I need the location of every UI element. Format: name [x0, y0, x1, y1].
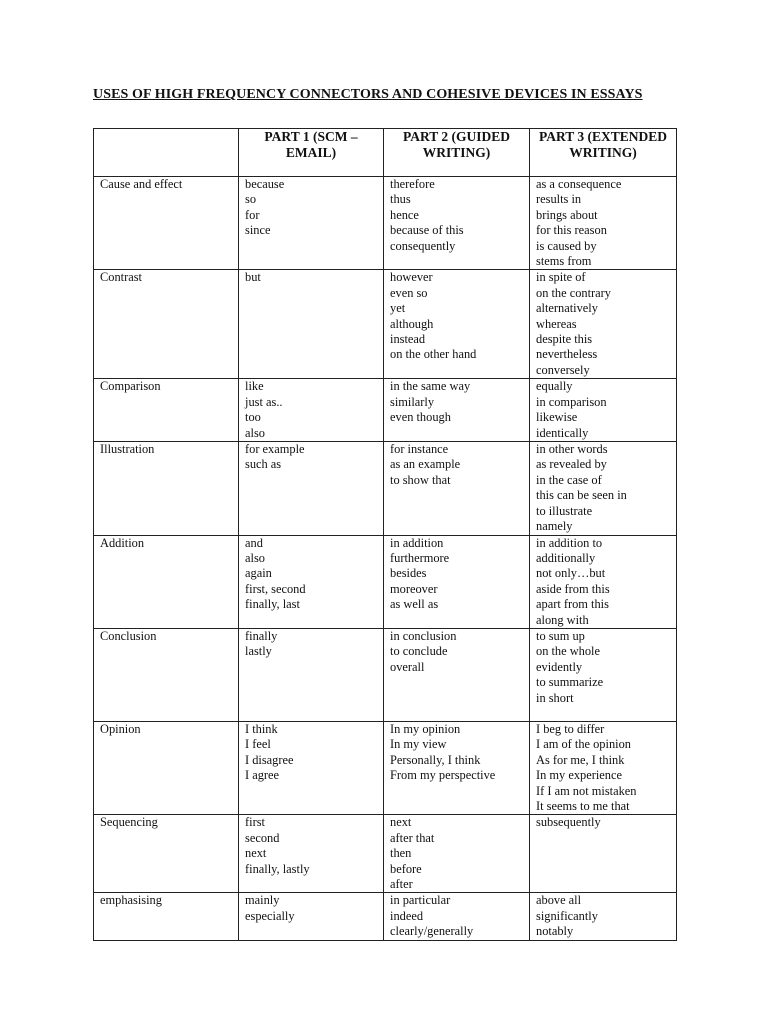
- connector-phrase: above all: [536, 893, 582, 908]
- connector-phrase: besides: [390, 566, 427, 581]
- connector-phrase: then: [390, 846, 412, 861]
- table-row: [94, 815, 677, 893]
- connector-phrase: lastly: [245, 644, 272, 659]
- connector-phrase: in comparison: [536, 394, 607, 409]
- part2-cell: [384, 379, 530, 442]
- connector-phrase: I feel: [245, 737, 271, 752]
- connector-phrase: despite this: [536, 332, 593, 347]
- part3-cell: [530, 815, 677, 893]
- connector-phrase: after: [390, 877, 413, 891]
- connector-phrase: this can be seen in: [536, 488, 627, 503]
- connector-phrase: overall: [390, 659, 425, 674]
- connector-phrase: although: [390, 316, 434, 331]
- connector-phrase: for instance: [390, 442, 449, 457]
- connector-phrase: similarly: [390, 394, 435, 409]
- connector-phrase: therefore: [390, 177, 435, 191]
- connector-phrase: whereas: [536, 316, 577, 331]
- connector-phrase: also: [245, 425, 265, 440]
- connector-phrase: finally: [245, 628, 278, 643]
- connector-phrase: equally: [536, 379, 573, 394]
- connector-phrase: first: [245, 815, 265, 830]
- part3-cell: [530, 721, 677, 814]
- connectors-table: [93, 128, 677, 941]
- connector-phrase: second: [245, 830, 280, 845]
- category-cell: emphasising: [94, 893, 239, 940]
- connector-phrase: yet: [390, 301, 406, 316]
- part3-cell: [530, 177, 677, 270]
- connector-phrase: finally, last: [245, 597, 300, 612]
- connector-phrase: If I am not mistaken: [536, 783, 637, 798]
- connector-phrase: alternatively: [536, 301, 598, 316]
- connector-phrase: even though: [390, 410, 451, 425]
- part2-cell: [384, 893, 530, 940]
- part3-cell: [530, 442, 677, 535]
- part1-cell: [239, 270, 384, 379]
- part1-cell: [239, 442, 384, 535]
- part3-cell: [530, 893, 677, 940]
- part3-cell: [530, 535, 677, 628]
- part2-cell: [384, 270, 530, 379]
- table-row: [94, 893, 677, 940]
- connector-phrase: namely: [536, 519, 573, 534]
- table-row: [94, 535, 677, 628]
- header-blank: [94, 129, 239, 177]
- connector-phrase: for: [245, 207, 260, 222]
- connector-phrase: notably: [536, 924, 574, 939]
- part1-cell: [239, 379, 384, 442]
- connector-phrase: so: [245, 192, 257, 207]
- connector-phrase: clearly/generally: [390, 924, 474, 939]
- connector-phrase: because: [245, 177, 285, 191]
- connector-phrase: to illustrate: [536, 503, 593, 518]
- connector-phrase: first, second: [245, 581, 306, 596]
- connector-phrase: as revealed by: [536, 457, 607, 472]
- connector-phrase: In my view: [390, 737, 447, 752]
- connector-phrase: in other words: [536, 442, 608, 457]
- connector-phrase: I agree: [245, 768, 280, 783]
- part1-cell: [239, 177, 384, 270]
- connector-phrase: stems from: [536, 254, 592, 269]
- connector-phrase: results in: [536, 192, 582, 207]
- connector-phrase: after that: [390, 830, 435, 845]
- connector-phrase: I am of the opinion: [536, 737, 631, 752]
- connector-phrase: indeed: [390, 908, 424, 923]
- connector-phrase: in the case of: [536, 472, 602, 487]
- connector-phrase: I beg to differ: [536, 721, 605, 736]
- part2-cell: [384, 442, 530, 535]
- part1-cell: [239, 628, 384, 721]
- part3-cell: [530, 270, 677, 379]
- connector-phrase: just as..: [245, 394, 283, 409]
- connector-phrase: in short: [536, 690, 574, 705]
- document-title: USES OF HIGH FREQUENCY CONNECTORS AND COHESIVE DEVICES IN ESSAYS: [93, 87, 643, 102]
- connector-phrase: likewise: [536, 410, 578, 425]
- connector-phrase: next: [245, 846, 267, 861]
- connector-phrase: as an example: [390, 457, 461, 472]
- table-row: [94, 379, 677, 442]
- connector-phrase: subsequently: [536, 815, 601, 830]
- connector-phrase: From my perspective: [390, 768, 496, 783]
- connector-phrase: in spite of: [536, 270, 586, 285]
- connector-phrase: to conclude: [390, 644, 448, 659]
- header-part1: PART 1 (SCM – EMAIL): [239, 129, 384, 177]
- connector-phrase: significantly: [536, 908, 598, 923]
- connector-phrase: on the other hand: [390, 347, 477, 362]
- header-part3: PART 3 (EXTENDED WRITING): [530, 129, 677, 177]
- connector-phrase: on the whole: [536, 644, 601, 659]
- connector-phrase: next: [390, 815, 412, 830]
- connector-phrase: thus: [390, 192, 411, 207]
- connector-phrase: finally, lastly: [245, 861, 310, 876]
- part1-cell: [239, 893, 384, 940]
- connector-phrase: to sum up: [536, 628, 585, 643]
- part2-cell: [384, 177, 530, 270]
- connector-phrase: conversely: [536, 362, 590, 377]
- part2-cell: [384, 535, 530, 628]
- connector-phrase: for example: [245, 442, 305, 457]
- connector-phrase: along with: [536, 612, 589, 627]
- connector-phrase: It seems to me that: [536, 798, 630, 813]
- connector-phrase: before: [390, 861, 422, 876]
- connector-phrase: additionally: [536, 550, 596, 565]
- table-row: [94, 721, 677, 814]
- connector-phrase: in particular: [390, 893, 451, 908]
- connector-phrase: in the same way: [390, 379, 471, 394]
- connector-phrase: such as: [245, 457, 282, 472]
- connector-phrase: not only…but: [536, 566, 606, 581]
- connector-phrase: even so: [390, 285, 428, 300]
- connector-phrase: nevertheless: [536, 347, 598, 362]
- table-row: [94, 270, 677, 379]
- connector-phrase: too: [245, 410, 261, 425]
- part1-cell: [239, 721, 384, 814]
- connector-phrase: consequently: [390, 238, 456, 253]
- category-cell: Comparison: [94, 379, 239, 442]
- connector-phrase: apart from this: [536, 597, 609, 612]
- connector-phrase: like: [245, 379, 264, 394]
- connector-phrase: brings about: [536, 207, 598, 222]
- connector-phrase: also: [245, 550, 265, 565]
- connector-phrase: and: [245, 535, 263, 550]
- part1-cell: [239, 535, 384, 628]
- connector-phrase: especially: [245, 908, 295, 923]
- connector-phrase: for this reason: [536, 223, 607, 238]
- connector-phrase: in conclusion: [390, 628, 457, 643]
- category-cell: Illustration: [94, 442, 239, 535]
- connector-phrase: but: [245, 270, 261, 285]
- connector-phrase: Personally, I think: [390, 752, 481, 767]
- category-cell: Sequencing: [94, 815, 239, 893]
- connector-phrase: in addition to: [536, 535, 603, 550]
- connector-phrase: I think: [245, 721, 278, 736]
- connector-phrase: instead: [390, 332, 426, 347]
- connector-phrase: again: [245, 566, 272, 581]
- connector-phrase: identically: [536, 425, 589, 440]
- part2-cell: [384, 628, 530, 721]
- table-row: [94, 628, 677, 721]
- connector-phrase: as a consequence: [536, 177, 622, 191]
- part2-cell: [384, 721, 530, 814]
- connector-phrase: In my opinion: [390, 721, 461, 736]
- connector-phrase: since: [245, 223, 271, 238]
- part3-cell: [530, 628, 677, 721]
- category-cell: Addition: [94, 535, 239, 628]
- connector-phrase: on the contrary: [536, 285, 612, 300]
- connector-phrase: to summarize: [536, 675, 604, 690]
- category-cell: Contrast: [94, 270, 239, 379]
- part3-cell: [530, 379, 677, 442]
- part1-cell: [239, 815, 384, 893]
- category-cell: Cause and effect: [94, 177, 239, 270]
- connector-phrase: is caused by: [536, 238, 597, 253]
- connector-phrase: evidently: [536, 659, 583, 674]
- table-row: [94, 177, 677, 270]
- connector-phrase: As for me, I think: [536, 752, 625, 767]
- connector-phrase: moreover: [390, 581, 438, 596]
- connector-phrase: mainly: [245, 893, 280, 908]
- header-part2: PART 2 (GUIDED WRITING): [384, 129, 530, 177]
- connector-phrase: In my experience: [536, 768, 623, 783]
- table-header-row: [94, 129, 677, 177]
- connector-phrase: because of this: [390, 223, 464, 238]
- part2-cell: [384, 815, 530, 893]
- connector-phrase: hence: [390, 207, 419, 222]
- category-cell: Conclusion: [94, 628, 239, 721]
- connector-phrase: aside from this: [536, 581, 610, 596]
- category-cell: Opinion: [94, 721, 239, 814]
- connector-phrase: to show that: [390, 472, 451, 487]
- connector-phrase: furthermore: [390, 550, 450, 565]
- table-row: [94, 442, 677, 535]
- connector-phrase: as well as: [390, 597, 439, 612]
- connector-phrase: however: [390, 270, 433, 285]
- connector-phrase: I disagree: [245, 752, 294, 767]
- connector-phrase: in addition: [390, 535, 444, 550]
